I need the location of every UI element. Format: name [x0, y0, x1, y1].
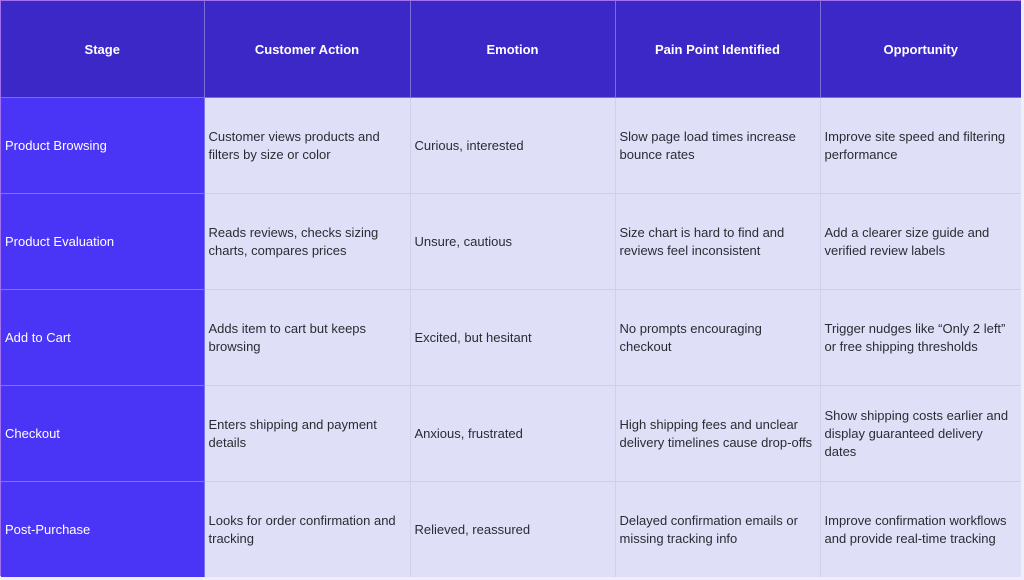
- header-emotion: Emotion: [410, 1, 615, 98]
- pain-point-cell: Size chart is hard to find and reviews feel inconsistent: [615, 194, 820, 290]
- table-row: [1, 482, 1021, 578]
- emotion-cell: Unsure, cautious: [410, 194, 615, 290]
- opportunity-cell: Show shipping costs earlier and display guaranteed delivery dates: [820, 386, 1021, 482]
- pain-point-cell: No prompts encouraging checkout: [615, 290, 820, 386]
- opportunity-cell: Trigger nudges like “Only 2 left” or free shipping thresholds: [820, 290, 1021, 386]
- header-row: [1, 1, 1021, 98]
- table-row: [1, 290, 1021, 386]
- emotion-cell: Curious, interested: [410, 98, 615, 194]
- stage-cell: Post-Purchase: [1, 482, 204, 578]
- stage-cell: Add to Cart: [1, 290, 204, 386]
- opportunity-cell: Improve site speed and filtering performance: [820, 98, 1021, 194]
- opportunity-cell: Improve confirmation workflows and provide real-time tracking: [820, 482, 1021, 578]
- pain-point-cell: Slow page load times increase bounce rates: [615, 98, 820, 194]
- customer-action-cell: Looks for order confirmation and tracking: [204, 482, 410, 578]
- pain-point-cell: High shipping fees and unclear delivery timelines cause drop-offs: [615, 386, 820, 482]
- header-stage: Stage: [1, 1, 204, 98]
- stage-cell: Product Evaluation: [1, 194, 204, 290]
- stage-cell: Checkout: [1, 386, 204, 482]
- header-customer-action: Customer Action: [204, 1, 410, 98]
- emotion-cell: Anxious, frustrated: [410, 386, 615, 482]
- customer-action-cell: Adds item to cart but keeps browsing: [204, 290, 410, 386]
- customer-action-cell: Enters shipping and payment details: [204, 386, 410, 482]
- table-row: [1, 98, 1021, 194]
- table-row: [1, 194, 1021, 290]
- opportunity-cell: Add a clearer size guide and verified review labels: [820, 194, 1021, 290]
- header-opportunity: Opportunity: [820, 1, 1021, 98]
- customer-journey-table: [1, 1, 1021, 577]
- customer-action-cell: Customer views products and filters by size or color: [204, 98, 410, 194]
- customer-action-cell: Reads reviews, checks sizing charts, compares prices: [204, 194, 410, 290]
- emotion-cell: Relieved, reassured: [410, 482, 615, 578]
- stage-cell: Product Browsing: [1, 98, 204, 194]
- pain-point-cell: Delayed confirmation emails or missing tracking info: [615, 482, 820, 578]
- header-pain-point: Pain Point Identified: [615, 1, 820, 98]
- emotion-cell: Excited, but hesitant: [410, 290, 615, 386]
- table-row: [1, 386, 1021, 482]
